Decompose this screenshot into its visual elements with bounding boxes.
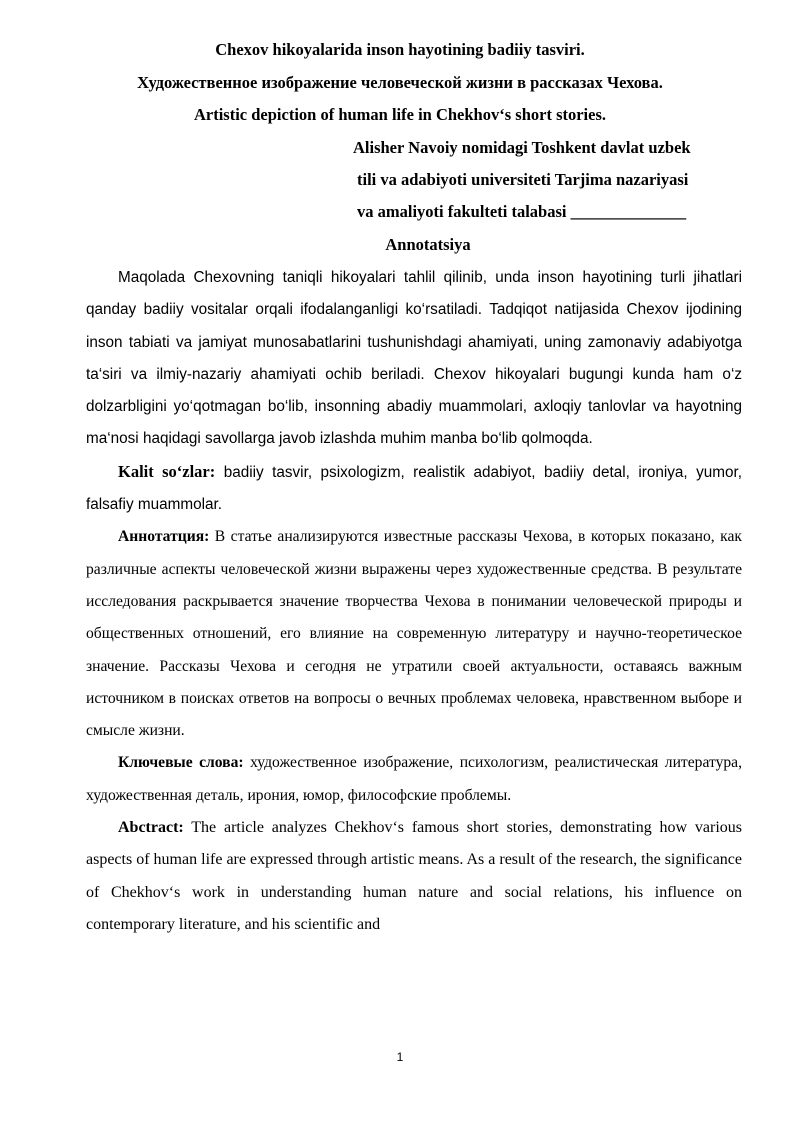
uzbek-keywords-text: badiiy tasvir, psixologizm, realistik adabiyot, badiiy detal, ironiya, yumor, falsafiy muammolar.	[86, 463, 743, 514]
russian-abstract	[86, 521, 742, 747]
english-abstract	[86, 812, 742, 941]
affiliation-line-1: Alisher Navoiy nomidagi Toshkent davlat uzbek	[353, 138, 691, 157]
english-abstract-label: Abctract:	[118, 819, 184, 837]
title-uzbek: Chexov hikoyalarida inson hayotining badiiy tasviri.	[215, 40, 585, 59]
title-russian: Художественное изображение человеческой жизни в рассказах Чехова.	[137, 73, 663, 92]
title-english: Artistic depiction of human life in Chekhov‘s short stories.	[193, 105, 607, 124]
uzbek-keywords-label: Kalit so‘zlar:	[118, 461, 216, 481]
uzbek-abstract: Maqolada Chexovning taniqli hikoyalari tahlil qilinib, unda inson hayotining turli jihatlari qanday badiiy vositalar orqali ifodalanganligi ko‘rsatiladi. Tadqiqot natijasida Chexov ijodining inson tabiati va jamiyat munosabatlarini tushunishdagi ahamiyati, uning zamonaviy adabiyotga ta‘siri va ilmiy-nazariy ahamiyati ochib beriladi. Chexov hikoyalari bugungi kunda ham o‘z dolzarbligini yo‘qotmagan bo‘lib, insonning abadiy muammolari, axloqiy tanlovlar va hayotning ma‘nosi haqidagi savollarga javob izlashda muhim manba bo‘lib qolmoqda.	[86, 269, 742, 448]
affiliation-line-3: va amaliyoti fakulteti talabasi ______________	[357, 202, 687, 221]
russian-keywords	[86, 747, 742, 812]
document-body	[86, 262, 742, 941]
annotation-heading: Annotatsiya	[385, 235, 471, 254]
page-number: 1	[396, 1050, 404, 1064]
russian-keywords-text: художественное изображение, психологизм, реалистическая литература, художественная деталь, ирония, юмор, философские проблемы.	[86, 754, 742, 804]
uzbek-keywords	[86, 456, 742, 522]
russian-keywords-label: Ключевые слова:	[118, 754, 244, 772]
affiliation-line-2: tili va adabiyoti universiteti Tarjima nazariyasi	[357, 170, 689, 189]
russian-abstract-text: В статье анализируются известные рассказы Чехова, в которых показано, как различные аспекты человеческой жизни выражены через художественные средства. В результате исследования раскрывается значение творчества Чехова в понимании человеческой природы и общественных отношений, его влияние на современную литературу и научно-теоретическое значение. Рассказы Чехова и сегодня не утратили своей актуальности, оставаясь важным источником в поисках ответов на вопросы о вечных проблемах человека, нравственном выборе и смысле жизни.	[86, 528, 742, 740]
english-abstract-text: The article analyzes Chekhov‘s famous short stories, demonstrating how various aspects of human life are expressed through artistic means. As a result of the research, the significance of Chekhov‘s work in understanding human nature and social relations, his influence on contemporary literature, and his scientific and	[86, 819, 742, 933]
russian-abstract-label: Аннотатция:	[118, 528, 210, 546]
